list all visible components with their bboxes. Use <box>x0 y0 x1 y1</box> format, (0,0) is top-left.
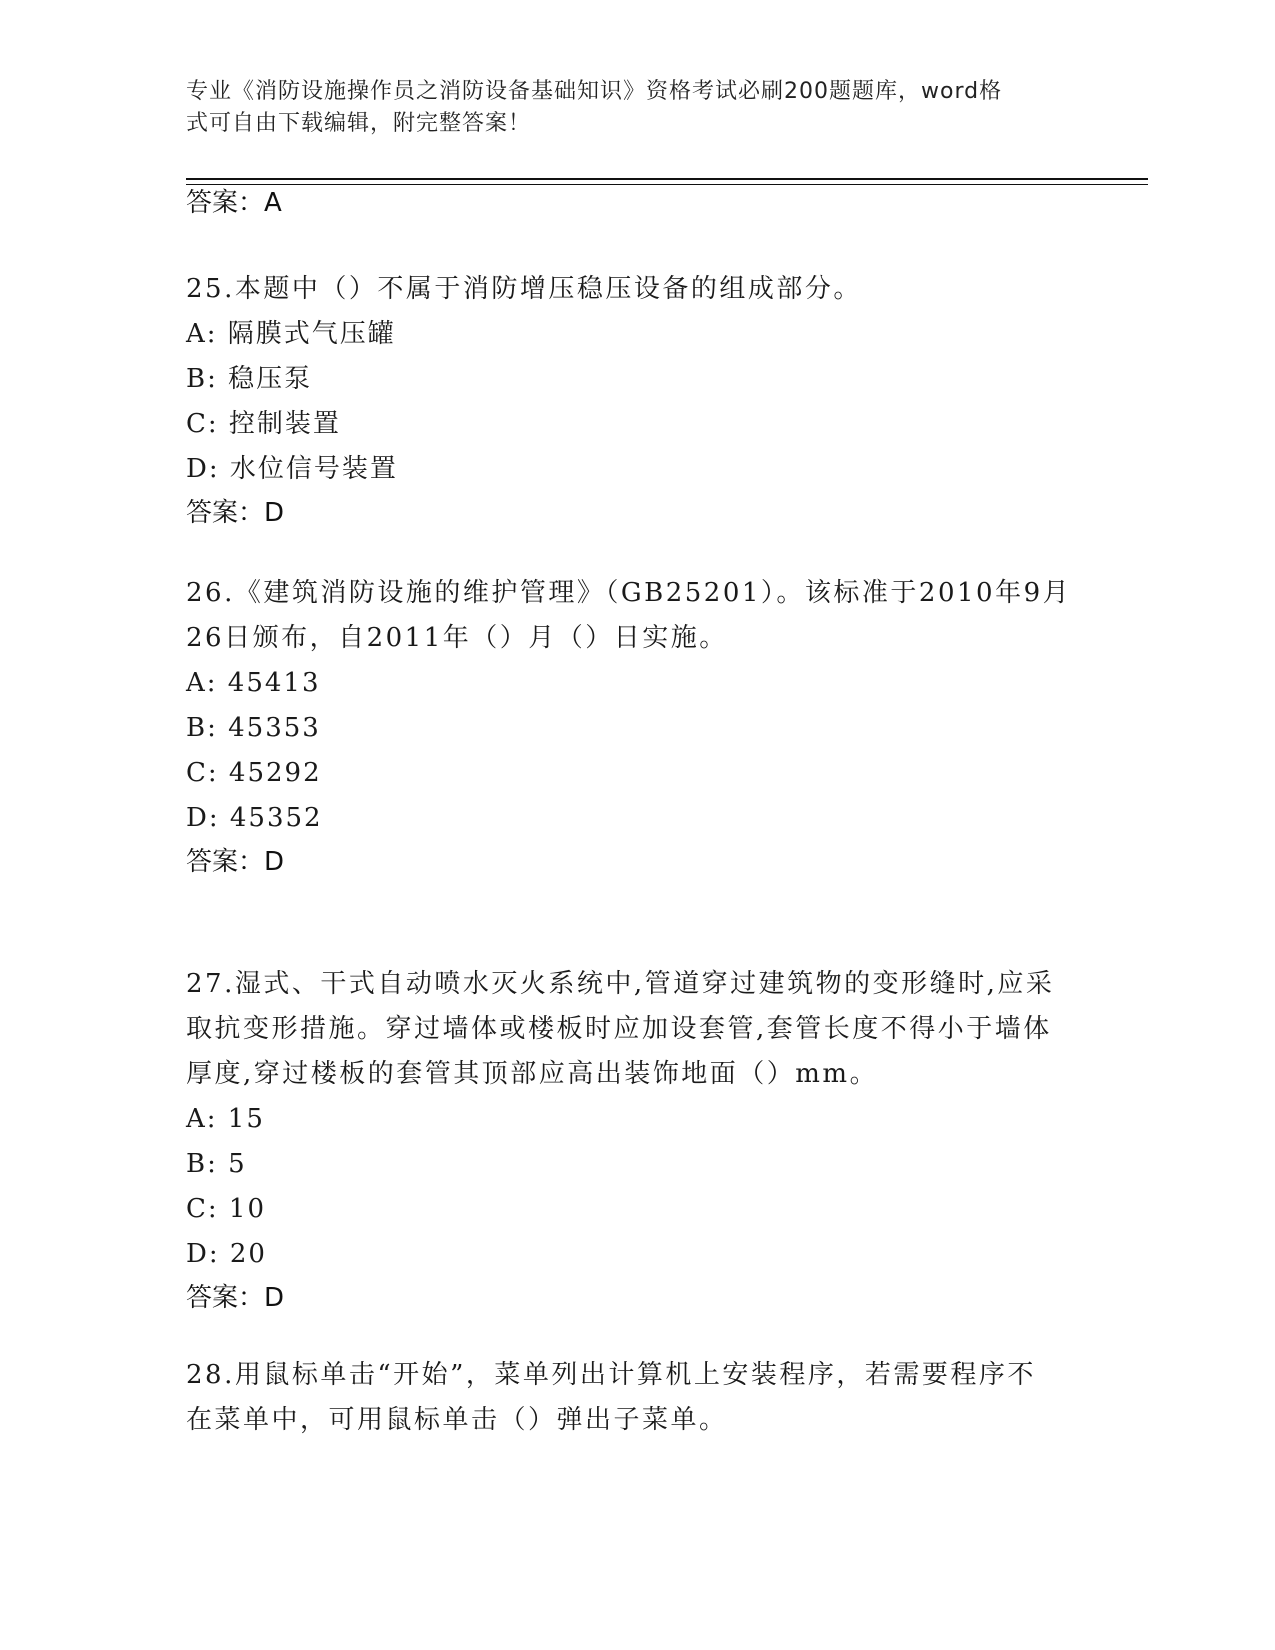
option-c: C: 45292 <box>186 758 322 788</box>
question-text: 25.本题中（）不属于消防增压稳压设备的组成部分。 <box>186 274 862 304</box>
header-line-2: 式可自由下载编辑，附完整答案！ <box>186 111 532 136</box>
option-d: D: 水位信号装置 <box>186 454 398 484</box>
header-divider-thin <box>186 184 1148 185</box>
option-a: A: 15 <box>186 1104 265 1134</box>
question-text-line-1: 27.湿式、干式自动喷水灭火系统中,管道穿过建筑物的变形缝时,应采 <box>186 969 1055 999</box>
question-25 <box>186 267 1086 530</box>
question-text-line-3: 厚度,穿过楼板的套管其顶部应高出装饰地面（）mm。 <box>186 1059 879 1089</box>
document-header <box>186 76 1066 140</box>
option-c: C: 10 <box>186 1194 267 1224</box>
question-text-line-1: 26.《建筑消防设施的维护管理》（GB25201）。该标准于2010年9月 <box>186 578 1072 608</box>
option-b: B: 稳压泵 <box>186 364 313 394</box>
answer-prev: 答案：A <box>186 188 282 218</box>
header-divider-thick <box>186 178 1148 180</box>
option-b: B: 5 <box>186 1149 247 1179</box>
option-c: C: 控制装置 <box>186 409 341 439</box>
option-d: D: 45352 <box>186 803 323 833</box>
question-27 <box>186 962 1086 1315</box>
option-b: B: 45353 <box>186 713 321 743</box>
question-28 <box>186 1353 1086 1443</box>
option-a: A: 45413 <box>186 668 321 698</box>
option-a: A: 隔膜式气压罐 <box>186 319 396 349</box>
question-text-line-2: 26日颁布，自2011年（）月（）日实施。 <box>186 623 728 653</box>
answer: 答案：D <box>186 498 285 528</box>
question-text-line-2: 取抗变形措施。穿过墙体或楼板时应加设套管,套管长度不得小于墙体 <box>186 1014 1052 1044</box>
answer: 答案：D <box>186 1283 285 1313</box>
header-line-1: 专业《消防设施操作员之消防设备基础知识》资格考试必刷200题题库，word格 <box>186 79 1003 104</box>
answer: 答案：D <box>186 847 285 877</box>
question-text-line-2: 在菜单中，可用鼠标单击（）弹出子菜单。 <box>186 1405 728 1435</box>
question-26 <box>186 571 1086 879</box>
option-d: D: 20 <box>186 1239 267 1269</box>
question-text-line-1: 28.用鼠标单击“开始”，菜单列出计算机上安装程序，若需要程序不 <box>186 1360 1036 1390</box>
